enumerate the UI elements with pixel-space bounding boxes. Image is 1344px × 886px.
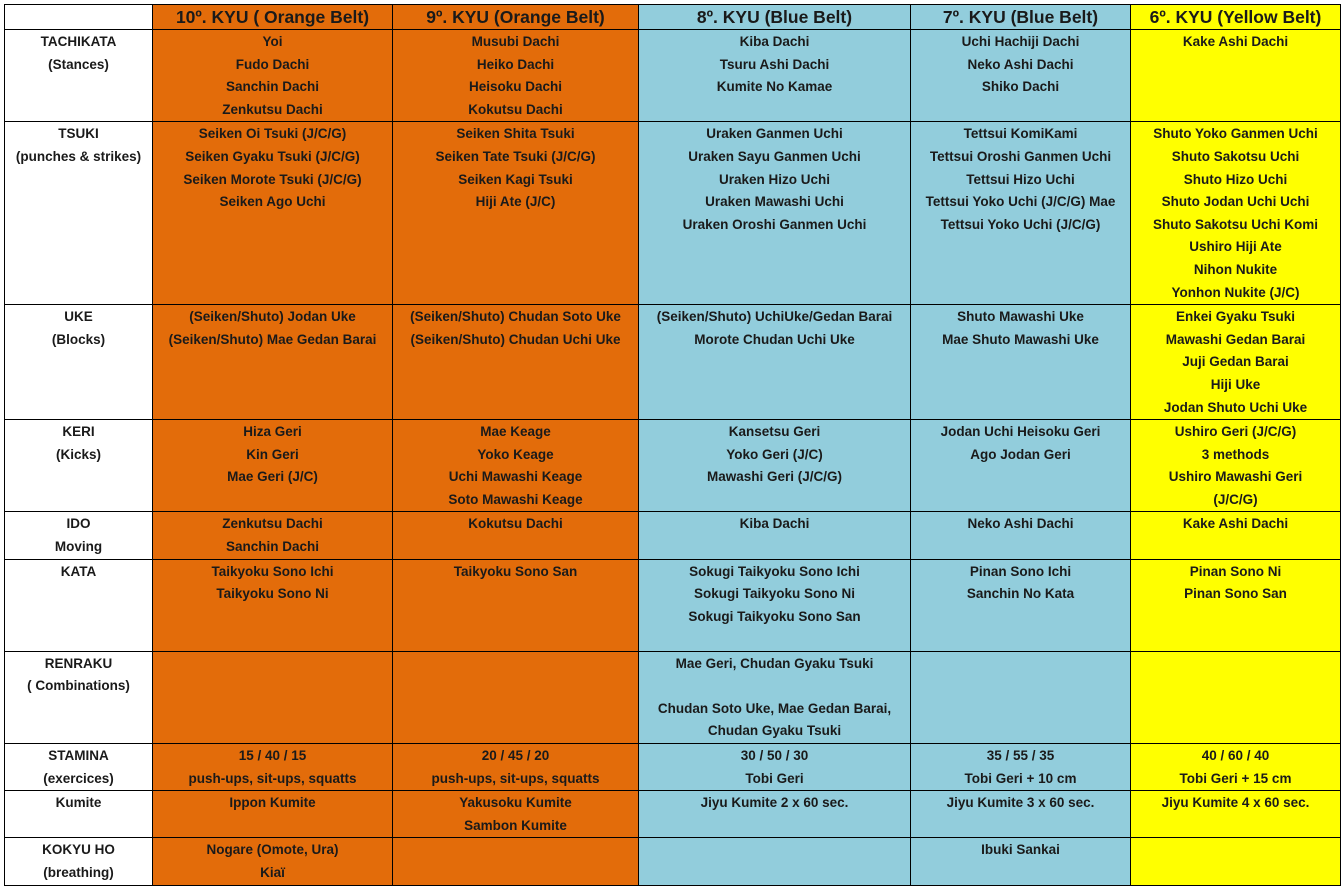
technique-item: (Seiken/Shuto) UchiUke/Gedan Barai	[656, 309, 893, 325]
technique-item: Nihon Nukite	[1193, 261, 1278, 277]
technique-item: Mae Geri (J/C)	[227, 469, 318, 485]
technique-cell	[393, 305, 639, 420]
technique-item: Yoko Geri (J/C)	[726, 446, 823, 462]
technique-item: Taikyoku Sono Ni	[216, 586, 329, 602]
technique-item: Sanchin Dachi	[225, 539, 320, 555]
technique-item: 15 / 40 / 15	[238, 748, 307, 764]
row-kumite	[5, 791, 1341, 838]
technique-cell	[1131, 122, 1341, 305]
technique-cell	[911, 512, 1131, 559]
technique-item: Kin Geri	[246, 446, 299, 462]
technique-item: Uchi Hachiji Dachi	[961, 34, 1080, 49]
technique-item: Neko Ashi Dachi	[967, 516, 1074, 532]
row-header-line: TSUKI	[58, 126, 99, 142]
technique-cell	[153, 651, 393, 743]
row-header-line: KOKYU HO	[42, 842, 115, 858]
technique-cell	[911, 30, 1131, 122]
technique-item: Seiken Ago Uchi	[219, 194, 326, 210]
technique-item: (Seiken/Shuto) Jodan Uke	[189, 309, 356, 325]
technique-item: Pinan Sono San	[1184, 586, 1287, 602]
technique-item: Seiken Morote Tsuki (J/C/G)	[183, 171, 362, 187]
technique-cell	[1131, 838, 1341, 885]
technique-item: Ushiro Hiji Ate	[1189, 239, 1282, 255]
row-header	[5, 30, 153, 122]
technique-item: Sokugi Taikyoku Sono San	[688, 608, 861, 624]
technique-item: Nogare (Omote, Ura)	[206, 842, 339, 858]
technique-item: Soto Mawashi Keage	[448, 491, 583, 507]
technique-item: Jodan Uchi Heisoku Geri	[940, 424, 1101, 440]
technique-item: Yoko Keage	[477, 446, 554, 462]
technique-item: Mae Geri, Chudan Gyaku Tsuki	[675, 655, 874, 671]
technique-cell	[393, 420, 639, 512]
row-header-line: Kumite	[55, 795, 102, 811]
technique-cell	[153, 838, 393, 885]
technique-item: Uraken Hizo Uchi	[718, 171, 831, 187]
row-ido	[5, 512, 1341, 559]
technique-item: Heisoku Dachi	[468, 79, 563, 95]
technique-item: Uraken Oroshi Ganmen Uchi	[682, 216, 867, 232]
technique-item: Yakusoku Kumite	[459, 795, 572, 811]
technique-cell	[639, 30, 911, 122]
technique-item: Seiken Gyaku Tsuki (J/C/G)	[185, 148, 360, 164]
technique-item: (Seiken/Shuto) Chudan Uchi Uke	[410, 331, 621, 347]
technique-item: Kake Ashi Dachi	[1182, 34, 1289, 49]
technique-item: Musubi Dachi	[471, 34, 560, 49]
technique-item: Jodan Shuto Uchi Uke	[1163, 399, 1308, 415]
row-kokyu-ho	[5, 838, 1341, 885]
row-header-line: (punches & strikes)	[15, 148, 142, 164]
technique-item: Tobi Geri + 10 cm	[964, 770, 1077, 786]
column-header: 9º. KYU (Orange Belt)	[393, 5, 639, 30]
technique-item: (Seiken/Shuto) Chudan Soto Uke	[410, 309, 621, 325]
technique-item: Mae Shuto Mawashi Uke	[942, 331, 1099, 347]
technique-cell	[153, 744, 393, 791]
technique-item: Chudan Gyaku Tsuki	[707, 723, 842, 739]
technique-item: Seiken Kagi Tsuki	[458, 171, 573, 187]
technique-item: push-ups, sit-ups, squatts	[431, 770, 600, 786]
row-kata	[5, 559, 1341, 651]
technique-item: Jiyu Kumite 4 x 60 sec.	[1161, 795, 1310, 811]
technique-item: Hiza Geri	[243, 424, 302, 440]
row-header-line: IDO	[66, 516, 91, 532]
technique-item: Uraken Ganmen Uchi	[706, 126, 843, 142]
technique-item: Uraken Mawashi Uchi	[705, 194, 844, 210]
technique-item: Sambon Kumite	[464, 817, 567, 833]
technique-item: Juji Gedan Barai	[1182, 354, 1289, 370]
technique-item: Kake Ashi Dachi	[1182, 516, 1289, 532]
technique-item	[639, 675, 910, 698]
technique-item: Tobi Geri	[745, 770, 804, 786]
technique-item: Sanchin Dachi	[225, 79, 320, 95]
row-keri	[5, 420, 1341, 512]
technique-item: Tettsui KomiKami	[963, 126, 1078, 142]
row-header-line: (exercices)	[43, 770, 114, 786]
technique-cell	[153, 30, 393, 122]
technique-cell	[911, 420, 1131, 512]
technique-item: Kokutsu Dachi	[468, 516, 563, 532]
technique-item: Ago Jodan Geri	[970, 446, 1071, 462]
technique-cell	[1131, 559, 1341, 651]
technique-cell	[153, 420, 393, 512]
technique-cell	[1131, 305, 1341, 420]
technique-item: 30 / 50 / 30	[740, 748, 809, 764]
technique-item: (Seiken/Shuto) Mae Gedan Barai	[168, 331, 377, 347]
technique-cell	[911, 744, 1131, 791]
technique-cell	[153, 122, 393, 305]
technique-cell	[1131, 651, 1341, 743]
technique-cell	[639, 559, 911, 651]
technique-cell	[1131, 420, 1341, 512]
technique-item: Shuto Yoko Ganmen Uchi	[1153, 126, 1318, 142]
technique-item: Fudo Dachi	[235, 56, 310, 72]
row-header-line: TACHIKATA	[40, 34, 117, 49]
technique-cell	[153, 512, 393, 559]
technique-item: Jiyu Kumite 3 x 60 sec.	[946, 795, 1095, 811]
technique-item: Tettsui Yoko Uchi (J/C/G)	[940, 216, 1101, 232]
row-header-line: RENRAKU	[44, 655, 113, 671]
technique-cell	[393, 512, 639, 559]
table-body	[5, 30, 1341, 886]
technique-item: Shuto Sakotsu Uchi	[1171, 148, 1300, 164]
technique-item: Uraken Sayu Ganmen Uchi	[688, 148, 861, 164]
technique-item: Chudan Soto Uke, Mae Gedan Barai,	[657, 700, 892, 716]
technique-item: Shuto Hizo Uchi	[1183, 171, 1288, 187]
technique-item: 3 methods	[1201, 446, 1270, 462]
technique-item: 40 / 60 / 40	[1201, 748, 1270, 764]
technique-cell	[153, 559, 393, 651]
technique-cell	[393, 559, 639, 651]
row-header-line: (Stances)	[48, 56, 109, 72]
technique-cell	[1131, 744, 1341, 791]
technique-cell	[639, 651, 911, 743]
row-header	[5, 838, 153, 885]
technique-item: Yoi	[262, 34, 283, 49]
row-header-line: STAMINA	[48, 748, 109, 764]
row-header-line: KATA	[60, 563, 97, 579]
technique-item: Kiba Dachi	[739, 516, 810, 532]
technique-cell	[153, 305, 393, 420]
technique-item: Shuto Mawashi Uke	[957, 309, 1084, 325]
row-renraku	[5, 651, 1341, 743]
technique-item: (J/C/G)	[1213, 491, 1258, 507]
row-uke	[5, 305, 1341, 420]
technique-cell	[639, 791, 911, 838]
technique-item: Kiaï	[260, 865, 285, 880]
technique-item: Tettsui Oroshi Ganmen Uchi	[929, 148, 1112, 164]
technique-item: Enkei Gyaku Tsuki	[1175, 309, 1296, 325]
technique-item: Tsuru Ashi Dachi	[719, 56, 830, 72]
technique-item: Shuto Jodan Uchi Uchi	[1161, 194, 1310, 210]
technique-item: Mawashi Geri (J/C/G)	[706, 469, 843, 485]
technique-cell	[639, 838, 911, 885]
technique-cell	[639, 420, 911, 512]
technique-item: Pinan Sono Ichi	[969, 563, 1072, 579]
row-tachikata	[5, 30, 1341, 122]
row-header	[5, 651, 153, 743]
row-header-line: ( Combinations)	[27, 678, 130, 694]
technique-item: Uchi Mawashi Keage	[448, 469, 583, 485]
technique-cell	[393, 122, 639, 305]
technique-item: Jiyu Kumite 2 x 60 sec.	[700, 795, 849, 811]
technique-item: Tettsui Hizo Uchi	[966, 171, 1075, 187]
row-header-line: Moving	[54, 539, 103, 555]
column-header: 6º. KYU (Yellow Belt)	[1131, 5, 1341, 30]
technique-cell	[393, 838, 639, 885]
technique-item: Shiko Dachi	[981, 79, 1060, 95]
row-header-line: (Kicks)	[55, 446, 101, 462]
technique-item: Seiken Tate Tsuki (J/C/G)	[435, 148, 596, 164]
technique-item: Taikyoku Sono San	[453, 563, 578, 579]
technique-item: Yonhon Nukite (J/C)	[1171, 284, 1300, 300]
row-header-line: (breathing)	[43, 865, 114, 880]
row-stamina	[5, 744, 1341, 791]
technique-item: Kiba Dachi	[739, 34, 810, 49]
technique-cell	[153, 791, 393, 838]
technique-cell	[911, 559, 1131, 651]
technique-cell	[911, 122, 1131, 305]
technique-item: Shuto Sakotsu Uchi Komi	[1152, 216, 1318, 232]
kyu-curriculum-table	[4, 4, 1341, 886]
technique-item: Pinan Sono Ni	[1189, 563, 1282, 579]
technique-cell	[639, 305, 911, 420]
row-tsuki	[5, 122, 1341, 305]
technique-item: Ushiro Geri (J/C/G)	[1174, 424, 1297, 440]
technique-cell	[393, 791, 639, 838]
technique-cell	[911, 305, 1131, 420]
technique-item: Kokutsu Dachi	[468, 101, 563, 117]
technique-cell	[639, 512, 911, 559]
technique-item: Sokugi Taikyoku Sono Ichi	[689, 563, 860, 579]
technique-cell	[911, 651, 1131, 743]
technique-cell	[393, 30, 639, 122]
technique-cell	[911, 791, 1131, 838]
technique-item: Kansetsu Geri	[728, 424, 821, 440]
corner-cell	[5, 5, 153, 30]
row-header	[5, 305, 153, 420]
technique-item: Morote Chudan Uchi Uke	[694, 331, 855, 347]
column-header: 10º. KYU ( Orange Belt)	[153, 5, 393, 30]
row-header-line: KERI	[62, 424, 95, 440]
technique-item: Mae Keage	[480, 424, 551, 440]
technique-item: Zenkutsu Dachi	[222, 101, 323, 117]
technique-item: Neko Ashi Dachi	[967, 56, 1074, 72]
row-header	[5, 791, 153, 838]
technique-item: Taikyoku Sono Ichi	[211, 563, 334, 579]
row-header	[5, 512, 153, 559]
header-row	[5, 5, 1341, 30]
technique-cell	[639, 122, 911, 305]
technique-cell	[911, 838, 1131, 885]
technique-item: Ibuki Sankai	[981, 842, 1060, 858]
technique-cell	[1131, 512, 1341, 559]
technique-item: Sokugi Taikyoku Sono Ni	[693, 586, 856, 602]
technique-item: Tobi Geri + 15 cm	[1179, 770, 1292, 786]
technique-item: push-ups, sit-ups, squatts	[188, 770, 357, 786]
column-header: 7º. KYU (Blue Belt)	[911, 5, 1131, 30]
technique-item: Hiji Uke	[1210, 376, 1261, 392]
technique-item: Kumite No Kamae	[716, 79, 833, 95]
row-header	[5, 420, 153, 512]
technique-item: 35 / 55 / 35	[986, 748, 1055, 764]
technique-item: Sanchin No Kata	[966, 586, 1075, 602]
technique-cell	[1131, 791, 1341, 838]
technique-cell	[393, 651, 639, 743]
technique-cell	[1131, 30, 1341, 122]
technique-cell	[639, 744, 911, 791]
row-header-line: UKE	[64, 309, 93, 325]
technique-item: Hiji Ate (J/C)	[475, 194, 556, 210]
technique-item: Seiken Shita Tsuki	[456, 126, 575, 142]
technique-item: Seiken Oi Tsuki (J/C/G)	[198, 126, 347, 142]
row-header-line: (Blocks)	[51, 331, 106, 347]
technique-cell	[393, 744, 639, 791]
technique-item: Zenkutsu Dachi	[222, 516, 323, 532]
row-header	[5, 744, 153, 791]
row-header	[5, 559, 153, 651]
technique-item: Ippon Kumite	[229, 795, 316, 811]
technique-item: Mawashi Gedan Barai	[1165, 331, 1306, 347]
technique-item: Ushiro Mawashi Geri	[1168, 469, 1303, 485]
technique-item: 20 / 45 / 20	[481, 748, 550, 764]
technique-item: Heiko Dachi	[476, 56, 555, 72]
row-header	[5, 122, 153, 305]
technique-item: Tettsui Yoko Uchi (J/C/G) Mae	[925, 194, 1116, 210]
column-header: 8º. KYU (Blue Belt)	[639, 5, 911, 30]
